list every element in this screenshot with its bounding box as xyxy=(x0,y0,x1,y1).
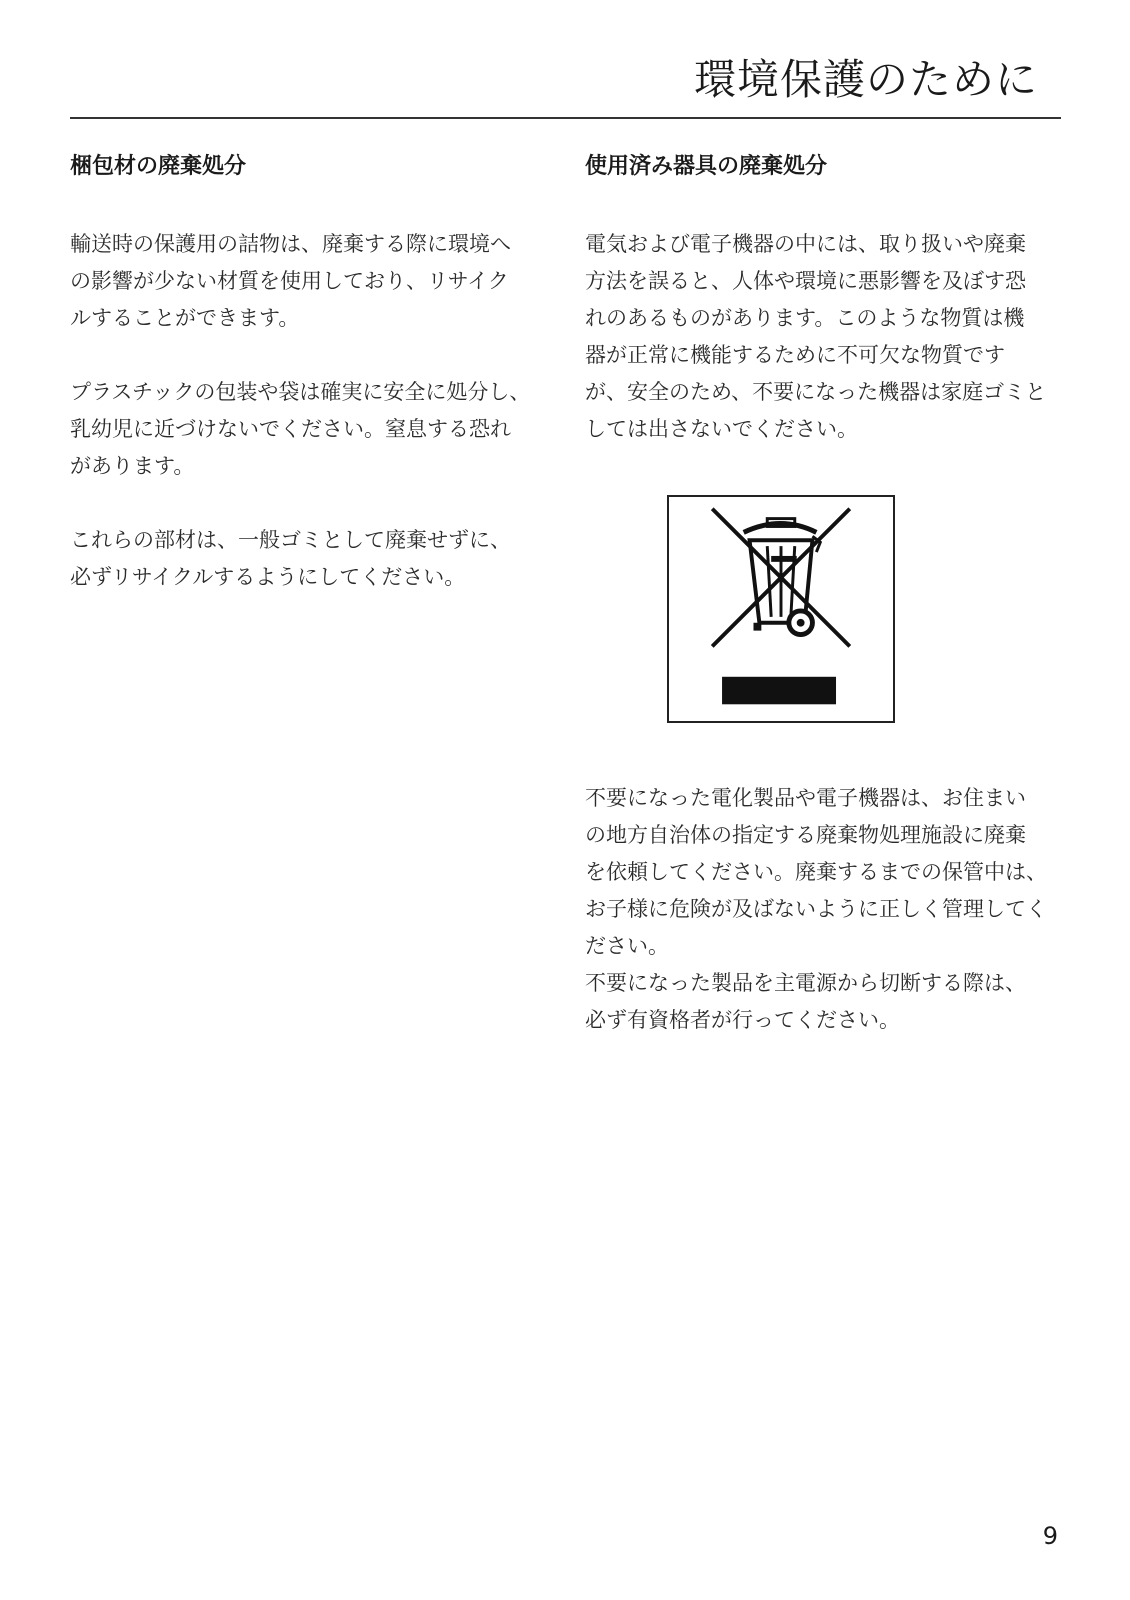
appliance-lower-paragraph: 不要になった電化製品や電子機器は、お住まい の地方自治体の指定する廃棄物処理施設に廃棄 を依頼してください。廃棄するまでの保管中は、 お子様に危険が及ばないように正しく管理してく ださい。 不要になった製品を主電源から切断する際は、 必ず有資格者が行ってください。 xyxy=(585,786,1047,1032)
page-number: 9 xyxy=(1042,1522,1058,1550)
packaging-disposal-section xyxy=(70,150,545,596)
weee-crossed-out-bin-icon xyxy=(667,495,895,723)
appliance-disposal-instructions xyxy=(585,780,1060,1039)
packaging-paragraph-1: 輸送時の保護用の詰物は、廃棄する際に環境へ の影響が少ない材質を使用しており、リサイク ルすることができます。 xyxy=(70,232,511,330)
page-title: 環境保護のために xyxy=(693,55,1038,104)
packaging-disposal-heading: 梱包材の廃棄処分 xyxy=(70,154,247,179)
appliance-disposal-section xyxy=(585,150,1060,448)
header-divider xyxy=(70,117,1061,119)
packaging-paragraph-3: これらの部材は、一般ゴミとして廃棄せずに、 必ずリサイクルするようにしてください。 xyxy=(70,528,511,589)
packaging-paragraph-2: プラスチックの包装や袋は確実に安全に処分し、 乳幼児に近づけないでください。窒息する恐れ があります。 xyxy=(70,380,531,478)
appliance-disposal-heading: 使用済み器具の廃棄処分 xyxy=(585,154,828,179)
appliance-intro-paragraph: 電気および電子機器の中には、取り扱いや廃棄 方法を誤ると、人体や環境に悪影響を及ぼす恐 れのあるものがあります。このような物質は機 器が正常に機能するために不可欠な物質です が、安全のため、不要になった機器は家庭ゴミと しては出さないでください。 xyxy=(585,232,1047,441)
